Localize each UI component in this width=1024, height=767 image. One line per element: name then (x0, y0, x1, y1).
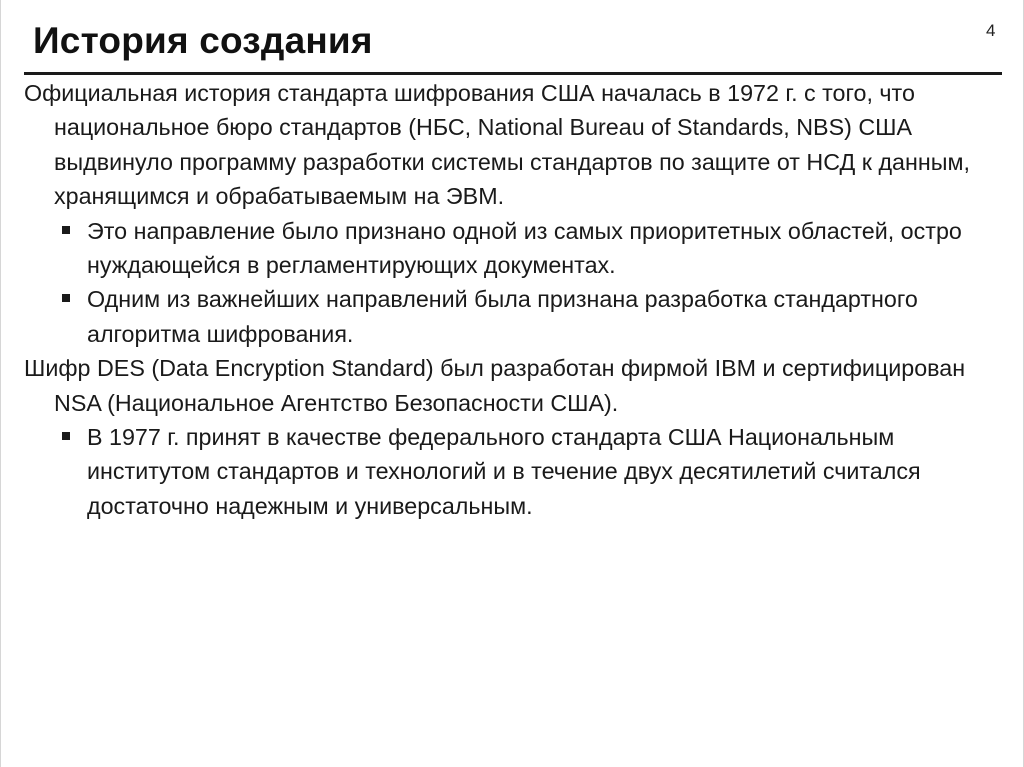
square-bullet-icon (62, 294, 70, 302)
square-bullet-icon (62, 432, 70, 440)
square-bullet-icon (62, 226, 70, 234)
paragraph-history: Официальная история стандарта шифрования США началась в 1972 г. с того, что национальное бюро стандартов (НБС, National Bureau of Standards, NBS) США выдвинуло программу разработки системы стандартов по защите от НСД к данным, хранящимся и обрабатываемым на ЭВМ. (24, 80, 970, 210)
slide-title: История создания (33, 20, 373, 61)
paragraph-des: Шифр DES (Data Encryption Standard) был разработан фирмой IBM и сертифицирован NSA (Национальное Агентство Безопасности США). (24, 355, 966, 416)
slide-left-edge (0, 0, 1, 767)
bullet-text: Это направление было признано одной из самых приоритетных областей, остро нуждающейся в регламентирующих документах. (87, 217, 962, 279)
slide-body (24, 76, 999, 523)
bullet-item (24, 214, 999, 283)
bullet-item (24, 420, 999, 523)
title-divider (24, 72, 1002, 75)
bullet-list-des (24, 420, 999, 523)
bullet-text: В 1977 г. принят в качестве федерального стандарта США Национальным институтом стандартов и технологий и в течение двух десятилетий считался достаточно надежным и универсальным. (87, 424, 921, 519)
page-number: 4 (986, 21, 996, 40)
bullet-list-history (24, 214, 999, 352)
bullet-text: Одним из важнейших направлений была признана разработка стандартного алгоритма шифрования. (87, 286, 918, 347)
bullet-item (24, 282, 999, 351)
